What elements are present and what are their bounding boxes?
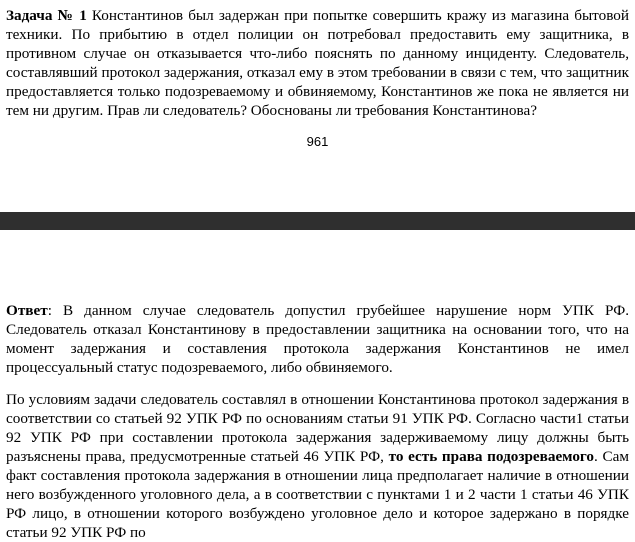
answer-paragraph-2 [6,390,629,542]
page-divider [0,212,635,230]
task-body: Константинов был задержан при попытке совершить кражу из магазина бытовой техники. По прибытию в отдел полиции он потребовал предоставить ему защитника, в противном случае он отказывается что-либо пояснять по данному инциденту. Следователь, составлявший протокол задержания, отказал ему в этом требовании в связи с тем, что защитник предоставляется только подозреваемому и обвиняемому, Константинов же пока не является ни тем ни другим. Прав ли следователь? Обоснованы ли требования Константинова? [6,7,630,119]
answer-text-2-bold: то есть права подозреваемого [388,448,595,465]
answer-text-2a: По условиям задачи следователь составлял в отношении Константинова протокол задержания в соответствии со статьей 92 УПК РФ по основаниям статьи 91 УПК РФ. Согласно части1 статьи 92 УПК РФ при составлении протокола задержания задерживаемому лицу должны быть разъяснены права, предусмотренные статьей 46 УПК РФ, [6,391,629,465]
answer-label: Ответ [6,302,48,319]
document-page-top [0,0,635,212]
task-paragraph [6,6,629,120]
answer-text-2b: . Сам факт составления протокола задержания в отношении лица предполагает наличие в отношении него возбужденного уголовного дела, а в соответствии с пунктами 1 и 2 части 1 статьи 46 УПК РФ лицо, в отношении которого возбуждено уголовное дело и которое задержано в порядке статьи 92 УПК РФ по [6,448,629,541]
task-label: Задача № 1 [6,7,87,24]
page-number: 961 [306,134,329,149]
answer-text-1: : В данном случае следователь допустил грубейшее нарушение норм УПК РФ. Следователь отказал Константинову в предоставлении защитника на основании того, что на момент задержания и составления протокола задержания Константинов не имел процессуальный статус подозреваемого, либо обвиняемого. [6,302,629,376]
answer-paragraph-1 [6,301,629,377]
